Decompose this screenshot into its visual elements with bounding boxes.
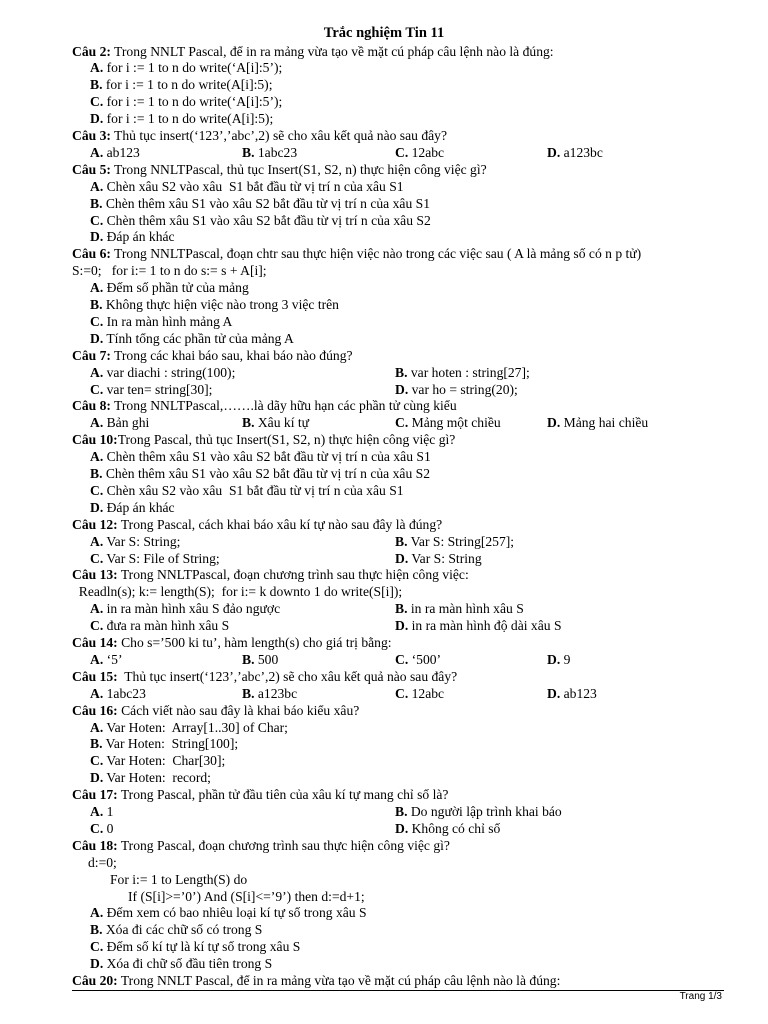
line-text: Đáp án khác — [103, 499, 175, 515]
question-text — [72, 517, 442, 534]
line-text: For i:= 1 to Length(S) do — [110, 871, 248, 887]
answer-line — [0, 229, 768, 246]
answer-letter: D. — [547, 415, 561, 431]
answer-letter: D. — [395, 618, 409, 634]
answer-letter: D. — [547, 651, 561, 667]
line-text: Var Hoten: Char[30]; — [103, 753, 226, 769]
answer-option — [547, 145, 603, 162]
question-number: Câu 16: — [72, 702, 118, 718]
line-text: Var Hoten: Array[1..30] of Char; — [103, 719, 288, 735]
line-text: 12abc — [408, 685, 445, 701]
answer-letter: D. — [90, 770, 104, 786]
answer-line — [0, 196, 768, 213]
line-text: Tính tổng các phần tử của mảng A — [103, 330, 294, 346]
answer-letter: C. — [395, 651, 409, 667]
answer-option — [90, 652, 122, 669]
answer-line — [0, 770, 768, 787]
question-text — [72, 787, 448, 804]
answer-option — [90, 94, 282, 111]
answer-option — [90, 111, 273, 128]
line-text: Đếm xem có bao nhiêu loại kí tự số trong xâu S — [103, 905, 367, 921]
line-text: Trong Pascal, thủ tục Insert(S1, S2, n) thực hiện công việc gì? — [117, 432, 456, 448]
line-text: Chèn xâu S2 vào xâu S1 bắt đầu từ vị trí n của xâu S1 — [103, 482, 404, 498]
question-line — [0, 128, 768, 145]
line-text: Trong NNLTPascal, thủ tục Insert(S1, S2, n) thực hiện công việc gì? — [110, 161, 487, 177]
answer-letter: C. — [90, 313, 104, 329]
line-text: 500 — [254, 651, 279, 667]
line-text: Đếm số kí tự là kí tự số trong xâu S — [103, 939, 301, 955]
line-text: in ra màn hình xâu S — [407, 601, 524, 617]
answer-option — [90, 466, 430, 483]
line-text: 1abc23 — [254, 144, 298, 160]
line-text: Trong NNLTPascal, đoạn chtr sau thực hiện việc nào trong các việc sau ( A là mảng số có n p tử) — [110, 246, 642, 262]
line-text: Readln(s); k:= length(S); for i:= k downto 1 do write(S[i]); — [72, 584, 403, 600]
question-number: Câu 6: — [72, 246, 111, 262]
answer-option — [90, 551, 220, 568]
line-text: d:=0; — [88, 854, 117, 870]
answer-letter: B. — [242, 415, 255, 431]
answer-letter: C. — [395, 415, 409, 431]
line-text: a123bc — [254, 685, 298, 701]
answer-letter: C. — [90, 753, 104, 769]
answer-letter: B. — [395, 804, 408, 819]
answer-line — [0, 922, 768, 939]
answer-option — [90, 60, 282, 77]
line-text: ‘5’ — [103, 651, 123, 667]
answer-line — [0, 483, 768, 500]
answer-letter: A. — [90, 144, 104, 160]
answer-letter: B. — [90, 922, 103, 938]
footer-rule — [72, 990, 724, 991]
line-text: Xâu kí tự — [254, 415, 310, 431]
answer-letter: A. — [90, 601, 104, 617]
answer-letter: B. — [90, 466, 103, 481]
answer-line — [0, 618, 768, 635]
code-text — [72, 263, 267, 280]
line-text: 1abc23 — [103, 685, 146, 701]
answer-letter: D. — [90, 111, 104, 127]
answer-line — [0, 365, 768, 382]
line-text: Do người lập trình khai báo — [407, 804, 562, 819]
answer-letter: D. — [90, 229, 104, 245]
answer-letter: C. — [90, 94, 104, 110]
code-text — [110, 872, 247, 889]
question-number: Câu 15: — [72, 668, 118, 684]
answer-option — [90, 534, 180, 551]
line-text: a123bc — [560, 144, 603, 160]
answer-option — [90, 736, 238, 753]
line-text: If (S[i]>=’0’) And (S[i]<=’9’) then d:=d+1; — [128, 888, 365, 904]
answer-option — [90, 229, 175, 246]
answer-letter: C. — [90, 550, 104, 566]
line-text: Chèn thêm xâu S1 vào xâu S2 bắt đầu từ vị trí n của xâu S1 — [102, 195, 430, 211]
question-number: Câu 13: — [72, 567, 118, 583]
line-text: var hoten : string[27]; — [407, 364, 530, 380]
answer-line — [0, 821, 768, 838]
code-line — [0, 584, 768, 601]
question-text — [72, 635, 392, 652]
answer-line — [0, 753, 768, 770]
question-number: Câu 5: — [72, 161, 111, 177]
question-text — [72, 162, 487, 179]
answer-letter: C. — [90, 939, 104, 955]
answer-letter: C. — [395, 685, 409, 701]
page-number: Trang 1/3 — [679, 991, 722, 1002]
answer-option — [90, 415, 149, 432]
answer-letter: A. — [90, 280, 104, 296]
answer-line — [0, 466, 768, 483]
line-text: Var Hoten: String[100]; — [102, 736, 239, 752]
code-line — [0, 263, 768, 280]
answer-line — [0, 551, 768, 568]
answer-option — [90, 196, 430, 213]
line-text: var ho = string(20); — [408, 381, 518, 397]
question-line — [0, 517, 768, 534]
answer-line — [0, 60, 768, 77]
answer-option — [547, 686, 597, 703]
line-text: Chèn thêm xâu S1 vào xâu S2 bắt đầu từ vị trí n của xâu S2 — [103, 212, 431, 228]
answer-line — [0, 280, 768, 297]
answer-letter: B. — [90, 736, 103, 752]
answer-option — [90, 939, 300, 956]
answer-option — [90, 618, 229, 635]
answer-line — [0, 111, 768, 128]
question-line — [0, 635, 768, 652]
question-number: Câu 8: — [72, 398, 111, 414]
question-line — [0, 162, 768, 179]
answer-option — [395, 365, 530, 382]
question-line — [0, 838, 768, 855]
answer-letter: A. — [90, 804, 104, 819]
answer-letter: B. — [395, 533, 408, 549]
question-text — [72, 348, 353, 365]
answer-option — [395, 534, 514, 551]
answer-option — [90, 500, 175, 517]
answer-line — [0, 297, 768, 314]
question-line — [0, 432, 768, 449]
answer-letter: C. — [90, 212, 104, 228]
line-text: đưa ra màn hình xâu S — [103, 618, 230, 634]
answer-option — [90, 753, 225, 770]
answer-line — [0, 905, 768, 922]
answer-line — [0, 382, 768, 399]
answer-letter: A. — [90, 178, 104, 194]
question-number: Câu 2: — [72, 43, 111, 59]
answer-letter: A. — [90, 533, 104, 549]
code-line — [0, 889, 768, 906]
question-line — [0, 703, 768, 720]
line-text: var diachi : string(100); — [103, 364, 236, 380]
answer-option — [90, 905, 367, 922]
answer-letter: B. — [395, 364, 408, 380]
question-text — [72, 838, 450, 855]
line-text: ab123 — [103, 144, 140, 160]
answer-letter: B. — [242, 685, 255, 701]
question-line — [0, 398, 768, 415]
answer-letter: B. — [90, 195, 103, 211]
answer-option — [395, 601, 524, 618]
question-text — [72, 44, 554, 61]
answer-letter: A. — [90, 905, 104, 921]
answer-option — [547, 415, 648, 432]
answer-letter: B. — [90, 297, 103, 312]
answer-option — [90, 483, 404, 500]
question-line — [0, 567, 768, 584]
answer-line — [0, 179, 768, 196]
answer-letter: D. — [395, 381, 409, 397]
line-text: for i := 1 to n do write(‘A[i]:5’); — [103, 94, 283, 110]
question-text — [72, 973, 560, 990]
question-line — [0, 348, 768, 365]
answer-option — [90, 720, 288, 737]
answer-letter: C. — [90, 820, 104, 836]
answer-line — [0, 449, 768, 466]
line-text: Thủ tục insert(‘123’,’abc’,2) sẽ cho xâu kết quả nào sau đây? — [110, 128, 447, 143]
answer-option — [90, 179, 404, 196]
line-text: Cách viết nào sau đây là khai báo kiểu xâu? — [117, 702, 360, 718]
line-text: Trong NNLTPascal, đoạn chương trình sau thực hiện công việc: — [117, 567, 469, 583]
question-number: Câu 7: — [72, 347, 111, 363]
answer-option — [90, 213, 431, 230]
answer-option — [90, 922, 262, 939]
answer-option — [547, 652, 570, 669]
answer-letter: D. — [547, 144, 561, 160]
answer-option — [90, 382, 212, 399]
line-text: Mảng một chiều — [408, 415, 501, 431]
answer-option — [395, 618, 562, 635]
answer-option — [242, 145, 297, 162]
line-text: Trong NNLT Pascal, để in ra mảng vừa tạo về mặt cú pháp câu lệnh nào là đúng: — [117, 973, 561, 988]
line-text: var ten= string[30]; — [103, 381, 213, 397]
answer-option — [242, 415, 309, 432]
question-number: Câu 10: — [72, 432, 118, 448]
answer-letter: D. — [395, 820, 409, 836]
answer-line — [0, 77, 768, 94]
answer-letter: C. — [395, 144, 409, 160]
answer-line — [0, 415, 768, 432]
answer-letter: B. — [395, 601, 408, 617]
code-line — [0, 872, 768, 889]
code-text — [128, 889, 365, 906]
answer-letter: D. — [90, 330, 104, 346]
code-text — [72, 584, 402, 601]
line-text: In ra màn hình mảng A — [103, 313, 233, 329]
answer-option — [395, 821, 500, 838]
answer-letter: B. — [90, 77, 103, 93]
line-text: S:=0; for i:= 1 to n do s:= s + A[i]; — [72, 263, 267, 279]
answer-line — [0, 736, 768, 753]
line-text: Trong Pascal, đoạn chương trình sau thực hiện công việc gì? — [117, 837, 450, 853]
answer-letter: B. — [242, 144, 255, 160]
line-text: Xóa đi chữ số đầu tiên trong S — [103, 956, 273, 972]
question-text — [72, 398, 457, 415]
line-text: Trong Pascal, phần tử đầu tiên của xâu kí tự mang chỉ số là? — [117, 787, 449, 803]
question-number: Câu 12: — [72, 516, 118, 532]
line-text: 0 — [103, 820, 114, 836]
answer-line — [0, 534, 768, 551]
answer-letter: A. — [90, 60, 104, 76]
answer-letter: D. — [90, 499, 104, 515]
answer-option — [90, 449, 431, 466]
line-text: Thủ tục insert(‘123’,’abc’,2) sẽ cho xâu kết quả nào sau đây? — [117, 668, 458, 684]
question-number: Câu 18: — [72, 837, 118, 853]
line-text: Chèn xâu S2 vào xâu S1 bắt đầu từ vị trí n của xâu S1 — [103, 178, 404, 194]
answer-option — [395, 382, 518, 399]
question-line — [0, 973, 768, 990]
question-line — [0, 669, 768, 686]
line-text: Xóa đi các chữ số có trong S — [102, 922, 263, 938]
answer-option — [90, 365, 235, 382]
question-text — [72, 128, 447, 145]
line-text: for i := 1 to n do write(‘A[i]:5’); — [103, 60, 283, 76]
answer-line — [0, 804, 768, 821]
answer-letter: C. — [90, 482, 104, 498]
answer-option — [395, 804, 562, 821]
answer-line — [0, 601, 768, 618]
line-text: Trong NNLT Pascal, để in ra mảng vừa tạo về mặt cú pháp câu lệnh nào là đúng: — [110, 43, 554, 59]
line-text: Var S: File of String; — [103, 550, 220, 566]
answer-option — [90, 601, 280, 618]
answer-letter: D. — [90, 956, 104, 972]
answer-option — [90, 297, 339, 314]
answer-option — [90, 77, 272, 94]
question-number: Câu 14: — [72, 635, 118, 650]
answer-line — [0, 145, 768, 162]
answer-letter: D. — [395, 550, 409, 566]
answer-option — [90, 145, 140, 162]
line-text: in ra màn hình độ dài xâu S — [408, 618, 562, 634]
answer-option — [90, 821, 113, 838]
answer-letter: A. — [90, 364, 104, 380]
line-text: Var Hoten: record; — [103, 770, 211, 786]
line-text: Trong Pascal, cách khai báo xâu kí tự nào sau đây là đúng? — [117, 516, 443, 532]
answer-letter: A. — [90, 449, 104, 465]
line-text: Không có chỉ số — [408, 820, 501, 836]
answer-option — [242, 652, 278, 669]
question-text — [72, 567, 469, 584]
line-text: Chèn thêm xâu S1 vào xâu S2 bắt đầu từ vị trí n của xâu S2 — [102, 466, 430, 481]
answer-line — [0, 314, 768, 331]
question-number: Câu 20: — [72, 973, 118, 988]
question-text — [72, 246, 641, 263]
answer-option — [90, 686, 146, 703]
line-text: for i := 1 to n do write(A[i]:5); — [102, 77, 273, 93]
answer-line — [0, 720, 768, 737]
line-text: 12abc — [408, 144, 445, 160]
line-text: Chèn thêm xâu S1 vào xâu S2 bắt đầu từ vị trí n của xâu S1 — [103, 449, 431, 465]
answer-option — [90, 280, 249, 297]
answer-option — [395, 415, 501, 432]
answer-letter: C. — [90, 618, 104, 634]
answer-letter: B. — [242, 651, 255, 667]
code-text — [88, 855, 117, 872]
answer-letter: C. — [90, 381, 104, 397]
line-text: ab123 — [560, 685, 597, 701]
answer-line — [0, 500, 768, 517]
answer-option — [395, 686, 444, 703]
line-text: Trong các khai báo sau, khai báo nào đúng? — [110, 347, 353, 363]
question-text — [72, 432, 455, 449]
line-text: Không thực hiện việc nào trong 3 việc trên — [102, 297, 339, 312]
question-line — [0, 44, 768, 61]
question-line — [0, 246, 768, 263]
question-number: Câu 17: — [72, 787, 118, 803]
line-text: Trong NNLTPascal,…….là dãy hữu hạn các phần tử cùng kiểu — [110, 398, 457, 414]
line-text: Mảng hai chiều — [560, 415, 649, 431]
answer-option — [90, 314, 232, 331]
answer-option — [395, 551, 482, 568]
answer-option — [395, 652, 441, 669]
answer-line — [0, 686, 768, 703]
answer-line — [0, 94, 768, 111]
line-text: 9 — [560, 651, 571, 667]
line-text: Đáp án khác — [103, 229, 175, 245]
answer-line — [0, 331, 768, 348]
code-line — [0, 855, 768, 872]
answer-line — [0, 939, 768, 956]
answer-option — [90, 770, 211, 787]
line-text: Cho s=’500 ki tu’, hàm length(s) cho giá trị bằng: — [117, 635, 392, 650]
answer-letter: A. — [90, 415, 104, 431]
answer-line — [0, 652, 768, 669]
answer-option — [90, 804, 113, 821]
line-text: Var S: String — [408, 550, 482, 566]
line-text: Bản ghi — [103, 415, 150, 431]
question-line — [0, 787, 768, 804]
line-text: Var S: String[257]; — [407, 533, 515, 549]
line-text: Đếm số phần tử của mảng — [103, 280, 249, 296]
answer-letter: A. — [90, 685, 104, 701]
line-text: in ra màn hình xâu S đảo ngược — [103, 601, 281, 617]
answer-line — [0, 956, 768, 973]
line-text: ‘500’ — [408, 651, 442, 667]
answer-option — [395, 145, 444, 162]
answer-option — [90, 331, 294, 348]
answer-letter: A. — [90, 651, 104, 667]
line-text: for i := 1 to n do write(A[i]:5); — [103, 111, 274, 127]
answer-letter: D. — [547, 685, 561, 701]
answer-option — [90, 956, 272, 973]
answer-option — [242, 686, 297, 703]
answer-line — [0, 213, 768, 230]
answer-letter: A. — [90, 719, 104, 735]
question-number: Câu 3: — [72, 128, 111, 143]
document-title: Trắc nghiệm Tin 11 — [323, 25, 445, 41]
line-text: Var S: String; — [103, 533, 181, 549]
question-text — [72, 703, 359, 720]
question-text — [72, 669, 457, 686]
line-text: 1 — [103, 804, 114, 819]
